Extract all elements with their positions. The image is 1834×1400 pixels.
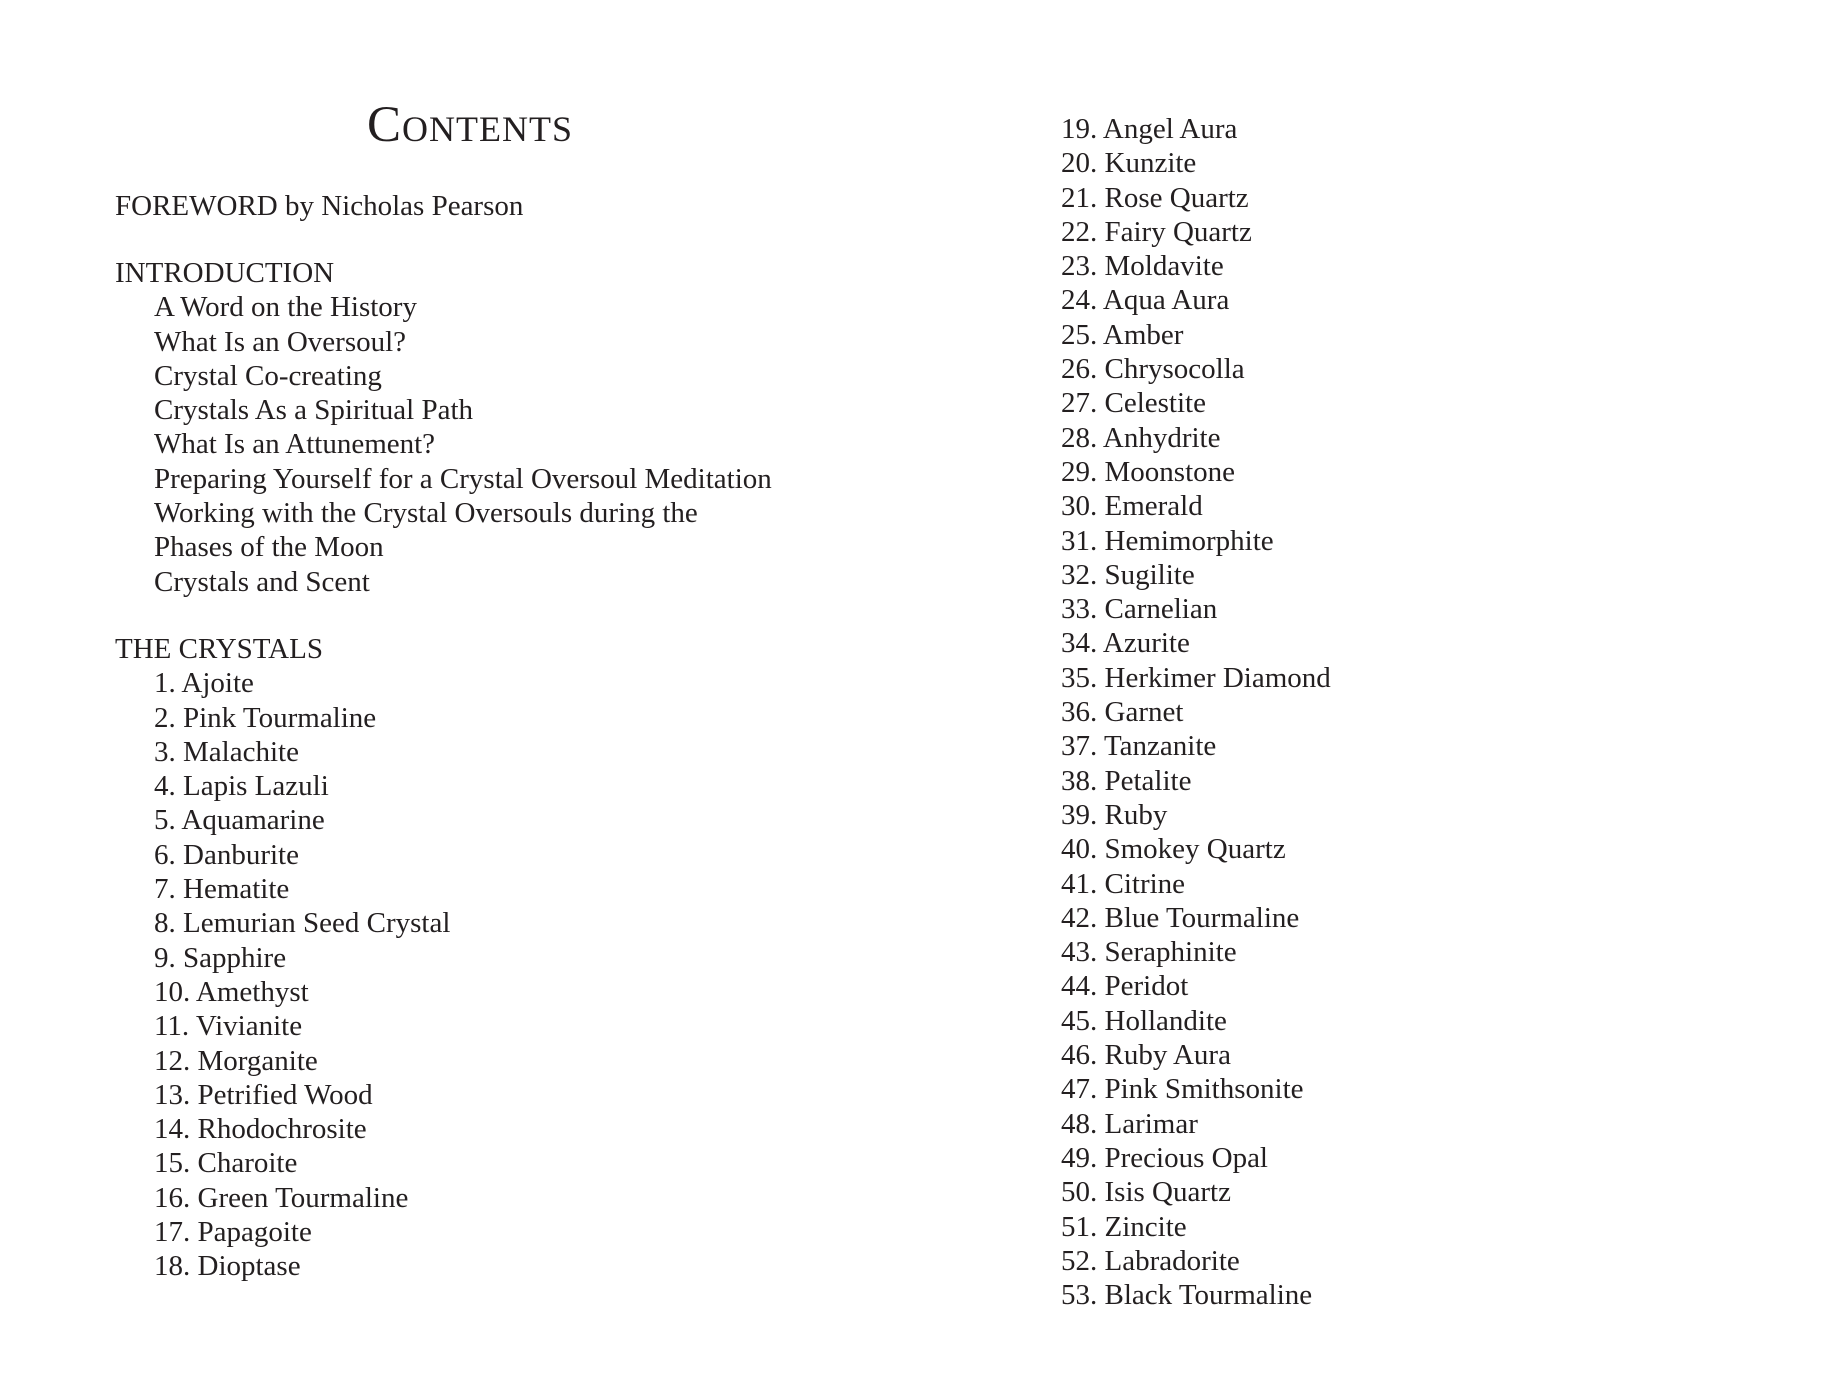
toc-entry: 46. Ruby Aura bbox=[1061, 1039, 1231, 1072]
toc-entry: 25. Amber bbox=[1061, 318, 1184, 351]
toc-entry: 12. Morganite bbox=[154, 1044, 318, 1077]
toc-entry: 7. Hematite bbox=[154, 873, 290, 906]
toc-entry: 2. Pink Tourmaline bbox=[154, 701, 377, 734]
toc-entry: 39. Ruby bbox=[1061, 798, 1168, 831]
foreword-entry bbox=[115, 189, 523, 223]
introduction-heading: INTRODUCTION bbox=[115, 257, 335, 289]
toc-entry: What Is an Attunement? bbox=[154, 428, 436, 461]
toc-entry: 9. Sapphire bbox=[154, 941, 287, 974]
toc-entry: What Is an Oversoul? bbox=[154, 325, 407, 358]
toc-entry: 28. Anhydrite bbox=[1061, 421, 1221, 454]
toc-entry: 41. Citrine bbox=[1061, 867, 1186, 900]
toc-entry: 53. Black Tourmaline bbox=[1061, 1279, 1313, 1312]
toc-entry: 50. Isis Quartz bbox=[1061, 1176, 1231, 1209]
toc-entry: 4. Lapis Lazuli bbox=[154, 770, 329, 803]
toc-entry: 6. Danburite bbox=[154, 838, 299, 871]
toc-entry: Working with the Crystal Oversouls during the bbox=[154, 497, 698, 530]
toc-entry: 16. Green Tourmaline bbox=[154, 1181, 409, 1214]
toc-entry: 31. Hemimorphite bbox=[1061, 524, 1274, 557]
toc-entry: 44. Peridot bbox=[1061, 970, 1189, 1003]
toc-entry: 1. Ajoite bbox=[154, 667, 254, 700]
toc-entry: Phases of the Moon bbox=[154, 531, 384, 564]
toc-entry: 20. Kunzite bbox=[1061, 147, 1197, 180]
crystals-list-right bbox=[1061, 112, 1331, 1312]
toc-entry: 47. Pink Smithsonite bbox=[1061, 1073, 1304, 1106]
foreword-heading: FOREWORD by Nicholas Pearson bbox=[115, 190, 524, 222]
toc-entry: 11. Vivianite bbox=[154, 1010, 303, 1043]
page-title: Contents bbox=[366, 97, 573, 153]
toc-entry: 40. Smokey Quartz bbox=[1061, 833, 1286, 866]
toc-entry: Crystal Co-creating bbox=[154, 359, 382, 392]
toc-entry: A Word on the History bbox=[154, 291, 417, 324]
toc-entry: 37. Tanzanite bbox=[1061, 730, 1217, 763]
toc-entry: 17. Papagoite bbox=[154, 1216, 312, 1249]
introduction-list bbox=[115, 290, 772, 599]
toc-entry: 8. Lemurian Seed Crystal bbox=[154, 907, 451, 940]
toc-entry: 32. Sugilite bbox=[1061, 558, 1195, 591]
toc-entry: 13. Petrified Wood bbox=[154, 1078, 373, 1111]
toc-entry: 45. Hollandite bbox=[1061, 1004, 1227, 1037]
toc-entry: Preparing Yourself for a Crystal Oversoul Meditation bbox=[154, 462, 772, 495]
toc-entry: 52. Labradorite bbox=[1061, 1244, 1240, 1277]
toc-entry: 49. Precious Opal bbox=[1061, 1141, 1268, 1174]
toc-entry: 22. Fairy Quartz bbox=[1061, 215, 1252, 248]
toc-entry: 15. Charoite bbox=[154, 1147, 298, 1180]
toc-entry: 51. Zincite bbox=[1061, 1210, 1187, 1243]
toc-entry: 19. Angel Aura bbox=[1061, 113, 1238, 145]
toc-entry: 42. Blue Tourmaline bbox=[1061, 901, 1300, 934]
toc-entry: 36. Garnet bbox=[1061, 696, 1184, 729]
toc-entry: 23. Moldavite bbox=[1061, 250, 1224, 283]
toc-entry: 27. Celestite bbox=[1061, 387, 1206, 420]
toc-entry: 18. Dioptase bbox=[154, 1250, 301, 1283]
toc-entry: 26. Chrysocolla bbox=[1061, 353, 1245, 386]
toc-entry: 48. Larimar bbox=[1061, 1107, 1198, 1140]
right-page bbox=[917, 0, 1834, 1400]
toc-entry: Crystals As a Spiritual Path bbox=[154, 394, 473, 427]
toc-entry: 14. Rhodochrosite bbox=[154, 1113, 367, 1146]
toc-entry: Crystals and Scent bbox=[154, 565, 370, 598]
toc-entry: 3. Malachite bbox=[154, 735, 299, 768]
toc-entry: 24. Aqua Aura bbox=[1061, 284, 1230, 317]
toc-entry: 30. Emerald bbox=[1061, 490, 1203, 523]
toc-entry: 35. Herkimer Diamond bbox=[1061, 661, 1331, 694]
toc-entry: 5. Aquamarine bbox=[154, 804, 325, 837]
crystals-list-left bbox=[115, 666, 450, 1283]
toc-entry: 34. Azurite bbox=[1061, 627, 1190, 660]
crystals-heading: THE CRYSTALS bbox=[115, 633, 323, 665]
toc-entry: 38. Petalite bbox=[1061, 764, 1192, 797]
toc-entry: 10. Amethyst bbox=[154, 975, 309, 1008]
toc-entry: 29. Moonstone bbox=[1061, 455, 1235, 488]
crystals-section bbox=[115, 632, 450, 1284]
toc-entry: 33. Carnelian bbox=[1061, 593, 1218, 626]
toc-entry: 43. Seraphinite bbox=[1061, 936, 1237, 969]
introduction-section bbox=[115, 256, 772, 599]
toc-entry: 21. Rose Quartz bbox=[1061, 181, 1249, 214]
